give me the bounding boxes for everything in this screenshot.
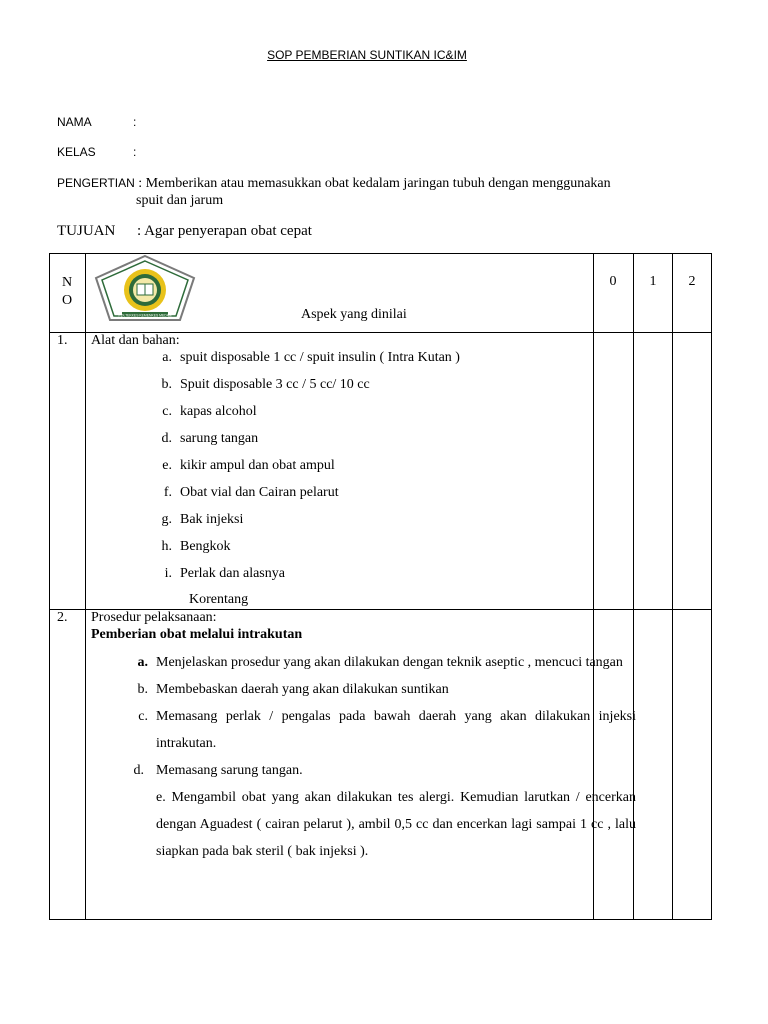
list-item-text: spuit disposable 1 cc / spuit insulin ( Intra Kutan ) — [180, 350, 460, 365]
step-marker: a. — [137, 655, 148, 670]
list-marker: g. — [161, 512, 172, 527]
list-marker: f. — [163, 485, 172, 500]
institution-logo — [92, 254, 198, 324]
tools-list-item — [148, 512, 243, 528]
step-marker: c. — [138, 709, 148, 724]
list-item-text: Obat vial dan Cairan pelarut — [180, 485, 339, 500]
procedure-step — [156, 784, 636, 865]
score-1-header: 1 — [649, 274, 657, 289]
list-item-text: Bak injeksi — [180, 512, 244, 527]
list-marker: i. — [164, 566, 172, 581]
list-item-text: kapas alcohol — [180, 404, 257, 419]
tools-list-item — [148, 431, 258, 447]
step-text: Menjelaskan prosedur yang akan dilakukan dengan teknik aseptic , mencuci tangan — [156, 655, 623, 670]
tools-list-item — [148, 404, 257, 420]
tools-extra-item: Korentang — [189, 592, 249, 607]
tujuan-block — [57, 223, 312, 240]
procedure-step — [138, 703, 636, 757]
list-marker: e. — [162, 458, 172, 473]
list-item-text: sarung tangan — [180, 431, 259, 446]
kelas-colon: : — [133, 145, 137, 159]
list-marker: c. — [162, 404, 172, 419]
tools-list-item — [148, 458, 335, 474]
step-text: e. Mengambil obat yang akan dilakukan tes alergi. Kemudian larutkan / encerkan dengan Aguadest ( cairan pelarut ), ambil 0,5 cc dan encerkan lagi sampai 1 cc , lalu siapkan pada bak steril ( bak injeksi ). — [156, 790, 636, 859]
row2-subheading: Pemberian obat melalui intrakutan — [91, 627, 303, 642]
step-text: Membebaskan daerah yang akan dilakukan suntikan — [156, 682, 449, 697]
tujuan-text: : Agar penyerapan obat cepat — [137, 223, 312, 239]
tools-list-item — [148, 350, 460, 366]
row2-no: 2. — [57, 610, 68, 625]
nama-label: NAMA — [57, 115, 92, 129]
score-2-header: 2 — [688, 274, 696, 289]
tools-list-item — [148, 539, 231, 555]
tools-list-item — [148, 566, 285, 582]
list-marker: d. — [161, 431, 172, 446]
step-text: Memasang perlak / pengalas pada bawah daerah yang akan dilakukan injeksi intrakutan. — [156, 709, 636, 751]
logo-emblem-icon — [92, 254, 198, 324]
kelas-label: KELAS — [57, 145, 96, 159]
list-item-text: kikir ampul dan obat ampul — [180, 458, 335, 473]
pengertian-text: : Memberikan atau memasukkan obat kedalam jaringan tubuh dengan menggunakan — [138, 176, 611, 191]
tujuan-label: TUJUAN — [57, 223, 116, 239]
assessment-table — [49, 253, 712, 920]
tools-list-item — [148, 485, 339, 501]
document-title: SOP PEMBERIAN SUNTIKAN IC&IM — [267, 48, 467, 62]
no-header-line2: O — [62, 293, 73, 308]
row1-heading: Alat dan bahan: — [91, 333, 180, 348]
tools-list-item — [148, 377, 370, 393]
step-text: Memasang sarung tangan. — [156, 763, 303, 778]
list-item-text: Bengkok — [180, 539, 231, 554]
column-divider — [672, 254, 673, 919]
nama-colon: : — [133, 115, 137, 129]
procedure-step — [137, 676, 636, 703]
procedure-step — [133, 757, 636, 784]
no-header-line1: N — [62, 275, 73, 290]
procedure-steps — [133, 649, 636, 865]
row2-heading: Prosedur pelaksanaan: — [91, 610, 217, 625]
no-header — [62, 274, 72, 310]
list-marker: b. — [161, 377, 172, 392]
procedure-step — [137, 649, 636, 676]
pengertian-block — [57, 175, 657, 209]
list-item-text: Perlak dan alasnya — [180, 566, 285, 581]
pengertian-continuation: spuit dan jarum — [136, 193, 224, 208]
step-marker: b. — [137, 682, 148, 697]
pengertian-label: PENGERTIAN — [57, 176, 135, 190]
logo-caption: POLTEKKES KEMENKES MEDAN — [118, 313, 172, 318]
column-divider — [85, 254, 86, 919]
aspek-header: Aspek yang dinilai — [301, 307, 407, 322]
row1-no: 1. — [57, 333, 68, 348]
step-marker: d. — [133, 763, 144, 778]
score-0-header: 0 — [609, 274, 617, 289]
list-marker: a. — [162, 350, 172, 365]
list-item-text: Spuit disposable 3 cc / 5 cc/ 10 cc — [180, 377, 370, 392]
list-marker: h. — [161, 539, 172, 554]
